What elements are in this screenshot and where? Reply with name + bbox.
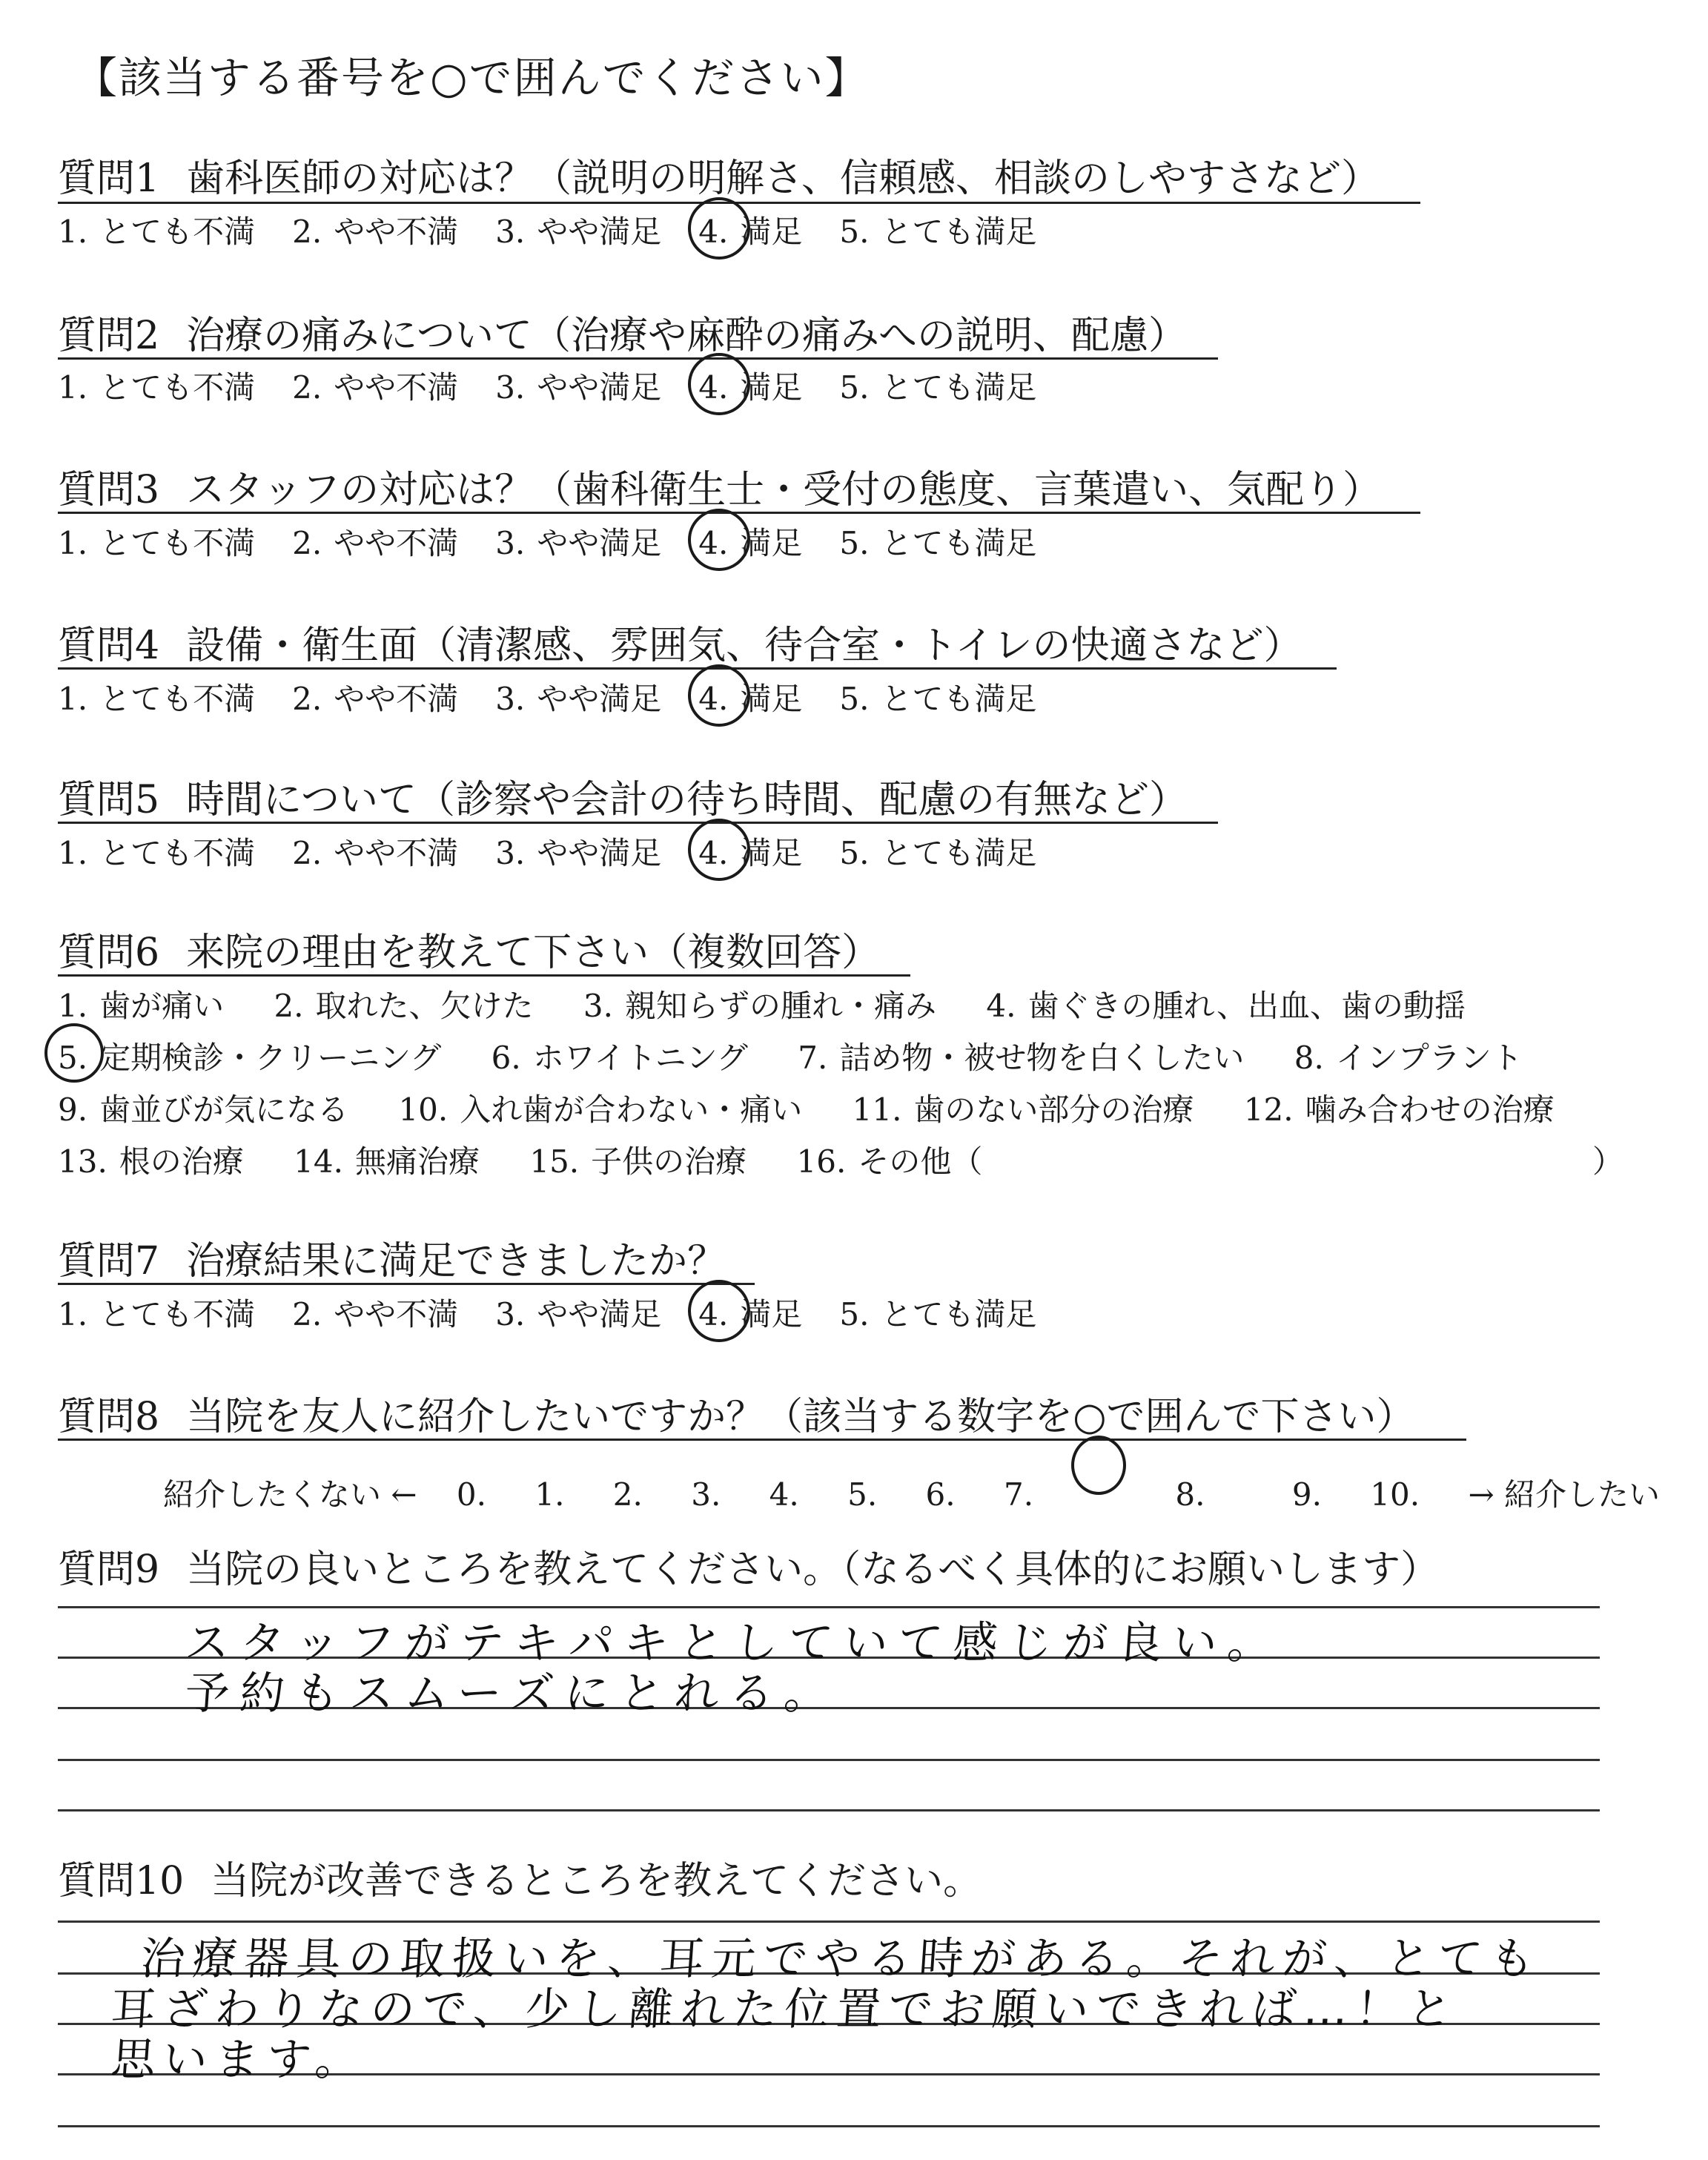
q1-option-3[interactable]: 3. やや満足 [495, 214, 662, 250]
question-7-options [58, 1290, 1073, 1335]
question-1-options [58, 208, 1073, 252]
question-8-number: 質問8 [58, 1395, 160, 1439]
q2-option-5[interactable]: 5. とても満足 [839, 369, 1037, 406]
other-close-paren: ） [1592, 1143, 1624, 1180]
question-8-text: 当院を友人に紹介したいですか？（該当する数字を○で囲んで下さい） [186, 1395, 1415, 1439]
question-6-options-row-4 [58, 1137, 1652, 1182]
q4-option-4[interactable]: 4. 満足 [698, 675, 802, 719]
scale-9[interactable]: 9. [1291, 1476, 1322, 1513]
q6-option-15[interactable]: 15. 子供の治療 [529, 1143, 747, 1180]
question-7-text: 治療結果に満足できましたか？ [186, 1239, 726, 1284]
q6-option-2[interactable]: 2. 取れた、欠けた [274, 988, 534, 1024]
q6-option-5[interactable]: 5. 定期検診・クリーニング [58, 1034, 441, 1078]
question-4-underline [58, 667, 1337, 670]
q6-option-10[interactable]: 10. 入れ歯が合わない・痛い [398, 1091, 803, 1128]
selection-circle [688, 664, 750, 727]
scale-5[interactable]: 5. [847, 1476, 878, 1513]
q5-option-4[interactable]: 4. 満足 [698, 829, 802, 873]
question-10 [58, 1849, 982, 1911]
question-8-underline [58, 1439, 1466, 1441]
q3-option-1[interactable]: 1. とても不満 [58, 525, 256, 561]
answer-line [58, 2125, 1600, 2127]
question-4-text: 設備・衛生面（清潔感、雰囲気、待合室・トイレの快適さなど） [186, 624, 1302, 668]
q7-option-3[interactable]: 3. やや満足 [495, 1296, 662, 1332]
q4-option-5[interactable]: 5. とても満足 [839, 681, 1037, 717]
q6-option-16[interactable]: 16. その他（ [796, 1143, 983, 1180]
question-8 [58, 1385, 1414, 1447]
question-7-underline [58, 1283, 755, 1285]
q4-option-3[interactable]: 3. やや満足 [495, 681, 662, 717]
q6-option-12[interactable]: 12. 噛み合わせの治療 [1243, 1091, 1555, 1128]
scale-0[interactable]: 0. [456, 1476, 486, 1513]
q2-option-2[interactable]: 2. やや不満 [292, 369, 459, 406]
q1-option-1[interactable]: 1. とても不満 [58, 214, 256, 250]
q1-option-5[interactable]: 5. とても満足 [839, 214, 1037, 250]
question-3-text: スタッフの対応は？（歯科衛生士・受付の態度、言葉遣い、気配り） [186, 468, 1382, 512]
q6-option-7[interactable]: 7. 詰め物・被せ物を白くしたい [798, 1040, 1245, 1076]
q9-answer-line-1: スタッフがテキパキとしていて感じが良い。 [183, 1617, 1285, 1669]
question-9-text: 当院の良いところを教えてください。（なるべく具体的にお願いします） [186, 1548, 1440, 1592]
question-4 [58, 614, 1302, 676]
question-10-number: 質問10 [58, 1859, 185, 1903]
q7-option-4[interactable]: 4. 満足 [698, 1290, 802, 1335]
q7-option-1[interactable]: 1. とても不満 [58, 1296, 256, 1332]
q6-option-13[interactable]: 13. 根の治療 [58, 1143, 244, 1180]
answer-line [58, 1809, 1600, 1811]
scale-8[interactable]: 8. [1082, 1446, 1243, 1513]
q6-option-3[interactable]: 3. 親知らずの腫れ・痛み [583, 988, 936, 1024]
scale-3[interactable]: 3. [691, 1476, 721, 1513]
selection-circle [44, 1023, 104, 1083]
question-3-options [58, 519, 1073, 564]
question-6-options-row-2 [58, 1034, 1563, 1078]
question-10-text: 当院が改善できるところを教えてください。 [211, 1859, 982, 1903]
question-6-number: 質問6 [58, 931, 160, 975]
q10-answer-line-2: 耳ざわりなので、少し離れた位置でお願いできれば…！と [109, 1984, 1461, 2035]
question-6-options-row-3 [58, 1086, 1595, 1130]
question-2-text: 治療の痛みについて（治療や麻酔の痛みへの説明、配慮） [186, 314, 1188, 358]
q4-option-2[interactable]: 2. やや不満 [292, 681, 459, 717]
q9-answer-line-2: 予約もスムーズにとれる。 [183, 1668, 841, 1720]
question-6 [58, 921, 880, 982]
scale-6[interactable]: 6. [925, 1476, 956, 1513]
selection-circle [688, 353, 750, 415]
q3-option-5[interactable]: 5. とても満足 [839, 525, 1037, 561]
selection-circle [688, 197, 750, 260]
question-5-text: 時間について（診察や会計の待ち時間、配慮の有無など） [186, 778, 1188, 822]
q6-option-6[interactable]: 6. ホワイトニング [491, 1040, 748, 1076]
question-4-options [58, 675, 1073, 719]
answer-line [58, 1759, 1600, 1761]
q3-option-4[interactable]: 4. 満足 [698, 519, 802, 564]
q6-option-11[interactable]: 11. 歯のない部分の治療 [852, 1091, 1194, 1128]
question-6-underline [58, 974, 910, 977]
q2-option-4[interactable]: 4. 満足 [698, 363, 802, 408]
question-5-underline [58, 822, 1218, 824]
q4-option-1[interactable]: 1. とても不満 [58, 681, 256, 717]
scale-2[interactable]: 2. [612, 1476, 643, 1513]
question-4-number: 質問4 [58, 624, 160, 668]
question-7-number: 質問7 [58, 1239, 160, 1284]
question-5 [58, 768, 1188, 830]
question-7 [58, 1229, 726, 1291]
question-9-number: 質問9 [58, 1548, 160, 1592]
q7-option-2[interactable]: 2. やや不満 [292, 1296, 459, 1332]
q2-option-1[interactable]: 1. とても不満 [58, 369, 256, 406]
scale-left-label: 紹介したくない ← [163, 1476, 417, 1513]
q10-answer-line-3: 思います。 [109, 2034, 369, 2086]
q5-option-5[interactable]: 5. とても満足 [839, 835, 1037, 871]
q6-option-9[interactable]: 9. 歯並びが気になる [58, 1091, 349, 1128]
question-3-underline [58, 512, 1420, 514]
question-6-options-row-1 [58, 982, 1506, 1026]
q7-option-5[interactable]: 5. とても満足 [839, 1296, 1037, 1332]
question-2-options [58, 363, 1073, 408]
referral-scale [163, 1446, 1698, 1515]
q6-option-8[interactable]: 8. インプラント [1294, 1040, 1523, 1076]
q6-option-4[interactable]: 4. 歯ぐきの腫れ、出血、歯の動揺 [986, 988, 1466, 1024]
q2-option-3[interactable]: 3. やや満足 [495, 369, 662, 406]
question-1-underline [58, 202, 1420, 204]
scale-10[interactable]: 10. [1370, 1476, 1420, 1513]
question-3-number: 質問3 [58, 468, 160, 512]
q5-option-1[interactable]: 1. とても不満 [58, 835, 256, 871]
scale-right-label: → 紹介したい [1468, 1476, 1660, 1513]
question-9 [58, 1538, 1439, 1599]
survey-header: 【該当する番号を○で囲んでください】 [74, 53, 870, 103]
q1-option-2[interactable]: 2. やや不満 [292, 214, 459, 250]
scale-4[interactable]: 4. [769, 1476, 799, 1513]
q1-option-4[interactable]: 4. 満足 [698, 208, 802, 252]
question-2-underline [58, 357, 1218, 360]
question-1-text: 歯科医師の対応は？（説明の明解さ、信頼感、相談のしやすさなど） [186, 156, 1380, 201]
scale-1[interactable]: 1. [534, 1476, 565, 1513]
question-2 [58, 304, 1187, 366]
selection-circle [688, 509, 750, 571]
selection-circle [688, 819, 750, 881]
question-6-text: 来院の理由を教えて下さい（複数回答） [186, 931, 881, 975]
q3-option-3[interactable]: 3. やや満足 [495, 525, 662, 561]
q10-answer-line-1: 治療器具の取扱いを、耳元でやる時がある。それが、とても [139, 1933, 1544, 1985]
q6-option-1[interactable]: 1. 歯が痛い [58, 988, 225, 1024]
question-5-options [58, 829, 1073, 873]
selection-circle [688, 1280, 750, 1342]
selection-circle [1071, 1436, 1126, 1495]
answer-line [58, 1920, 1600, 1923]
q5-option-2[interactable]: 2. やや不満 [292, 835, 459, 871]
q6-option-14[interactable]: 14. 無痛治療 [294, 1143, 480, 1180]
question-5-number: 質問5 [58, 778, 160, 822]
scale-7[interactable]: 7. [1003, 1476, 1034, 1513]
q5-option-3[interactable]: 3. やや満足 [495, 835, 662, 871]
q3-option-2[interactable]: 2. やや不満 [292, 525, 459, 561]
question-1-number: 質問1 [58, 156, 160, 201]
question-2-number: 質問2 [58, 314, 160, 358]
